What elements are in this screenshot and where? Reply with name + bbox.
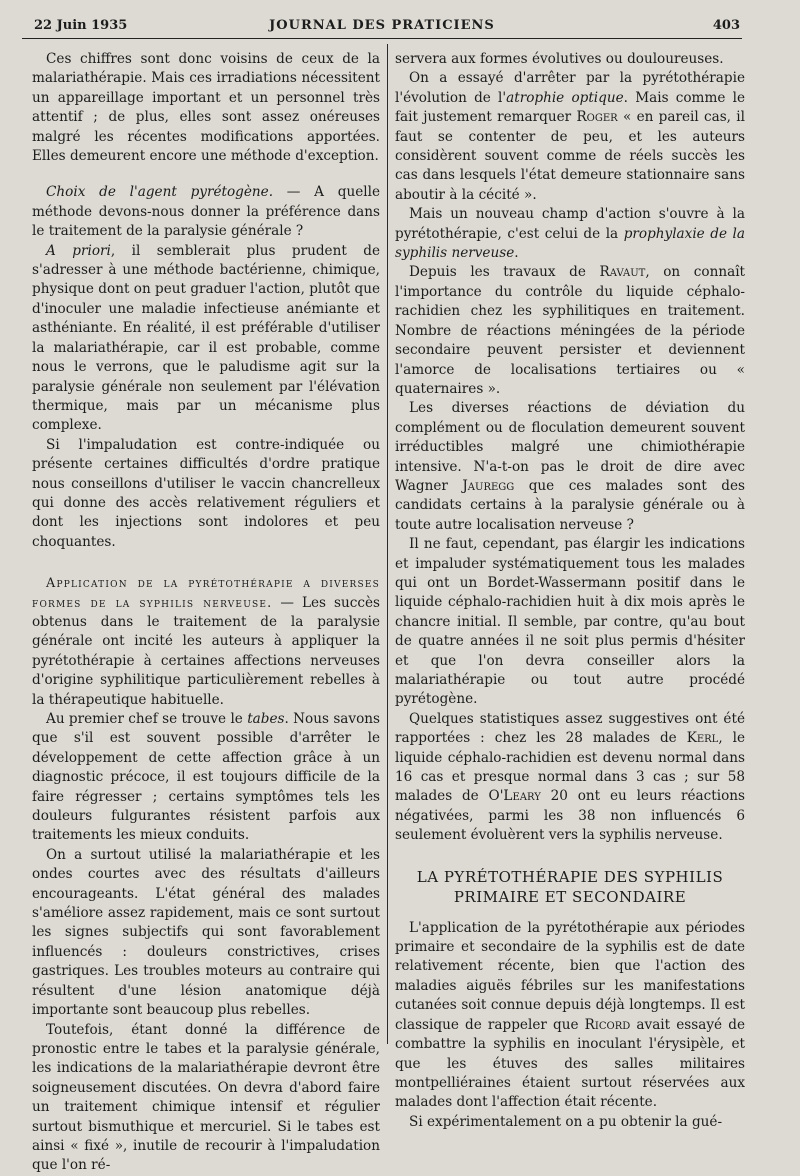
left-column xyxy=(32,50,380,1174)
paragraph: Il ne faut, cependant, pas élargir les indications et impaluder systématiquement tous les malades qui ont un Bordet-Wassermann positif dans le liquide céphalo-rachidien huit à dix mois après le chancre initial. Il semble, par contre, qu'au bout de quatre années il ne soit plus permis d'hésiter et que l'on devra conseiller alors la malariathérapie ou tout autre procédé pyrétogène. xyxy=(395,536,745,708)
paragraph: Mais un nouveau champ d'action s'ouvre à la pyrétothérapie, c'est celui de la prophylaxie de la syphilis nerveuse. xyxy=(395,206,745,262)
paragraph: Ces chiffres sont donc voisins de ceux de la malariathérapie. Mais ces irradiations nécessitent un appareillage important et un personnel très attentif ; de plus, elles sont assez onéreuses malgré les récentes modifications apportées. Elles demeurent encore une méthode d'exception. xyxy=(32,51,380,165)
paragraph-continuation: servera aux formes évolutives ou douloureuses. xyxy=(395,51,724,67)
section-title: Application de la pyrétothérapie a diverses formes de la syphilis nerveuse. xyxy=(32,576,380,611)
paragraph: Quelques statistiques assez suggestives ont été rapportées : chez les 28 malades de Kerl, le liquide céphalo-rachidien est devenu normal dans 16 cas et presque normal dans 3 cas ; sur 58 malades de O'Leary 20 ont eu leurs réactions négativées, parmi les 38 non influencés 6 seulement évoluèrent vers la syphilis nerveuse. xyxy=(395,710,746,844)
header-date: 22 Juin 1935 xyxy=(34,18,128,33)
section-heading: LA PYRÉTOTHÉRAPIE DES SYPHILIS PRIMAIRE ET SECONDAIRE xyxy=(416,867,724,906)
paragraph: Les diverses réactions de déviation du complément ou de floculation demeurent souvent irréductibles malgré une chimiothérapie intensive. N'a-t-on pas le droit de dire avec Wagner Jauregg que ces malades sont des candidats certains à la paralysie générale ou à toute autre localisation nerveuse ? xyxy=(395,400,745,533)
right-column xyxy=(395,50,746,1130)
paragraph: Toutefois, étant donné la différence de pronostic entre le tabes et la paralysie générale, les indications de la malariathérapie devront être soigneusement discutées. On devra d'abord faire un traitement chimique intensif et régulier surtout bismuthique et mercuriel. Si le tabes est ainsi « fixé », inutile de recourir à l'impaludation que l'on ré- xyxy=(32,1021,380,1174)
paragraph-application: Application de la pyrétothérapie a diverses formes de la syphilis nerveuse. — Les succès obtenus dans le traitement de la paralysie générale ont incité les auteurs à appliquer la pyrétothérapie à certaines affections nerveuses d'origine syphilitique particulièrement rebelles à la thérapeutique habituelle. xyxy=(32,576,380,708)
journal-title: JOURNAL DES PRATICIENS xyxy=(269,18,495,33)
paragraph: Depuis les travaux de Ravaut, on connaît l'importance du contrôle du liquide céphalo-rachidien chez les syphilitiques en traitement. Nombre de réactions méningées de la période secondaire peuvent persister et deviennent l'amorce de localisations tertiaires ou « quaternaires ». xyxy=(395,264,745,397)
column-divider xyxy=(387,44,388,1044)
paragraph: On a surtout utilisé la malariathérapie et les ondes courtes avec des résultats d'ailleurs encourageants. L'état général des malades s'améliore assez rapidement, mais ce sont surtout les signes subjectifs qui sont favorablement influencés : douleurs constrictives, crises gastriques. Les troubles moteurs au contraire qui résultent d'une lésion anatomique déjà importante sont beaucoup plus rebelles. xyxy=(32,846,380,1019)
paragraph: A priori, il semblerait plus prudent de s'adresser à une méthode bactérienne, chimique, physique dont on peut graduer l'action, plutôt que d'inoculer une maladie infectieuse anémiante et asthéniante. En réalité, il est préférable d'utiliser la malariathérapie, car il est probable, comme nous le verrons, que le paludisme agit sur la paralysie générale non seulement par l'élévation thermique, mais par un mécanisme plus complexe. xyxy=(32,242,380,434)
paragraph: Au premier chef se trouve le tabes. Nous savons que s'il est souvent possible d'arrêter le développement de cette affection grâce à un diagnostic précoce, il est toujours difficile de la faire régresser ; certains symptômes tels les douleurs fulgurantes résistent parfois aux traitements les mieux conduits. xyxy=(32,711,380,844)
subsection-title: Choix de l'agent pyrétogène. xyxy=(46,184,274,201)
paragraph-agent-choice: Choix de l'agent pyrétogène. — A quelle méthode devons-nous donner la préférence dans le traitement de la paralysie générale ? xyxy=(32,184,380,240)
page-header xyxy=(22,14,742,39)
paragraph: Si expérimentalement on a pu obtenir la gué- xyxy=(409,1113,723,1130)
paragraph: On a essayé d'arrêter par la pyrétothérapie l'évolution de l'atrophie optique. Mais comme le fait justement remarquer Roger « en pareil cas, il faut se contenter de peu, et les auteurs considèrent souvent comme de réels succès les cas dans lesquels l'état demeure stationnaire sans aboutir à la cécité ». xyxy=(395,70,745,203)
paragraph: L'application de la pyrétothérapie aux périodes primaire et secondaire de la syphilis est de date relativement récente, bien que l'action des maladies aiguës fébriles sur les manifestations cutanées soit connue depuis déjà longtemps. Il est classique de rappeler que Ricord avait essayé de combattre la syphilis en inoculant l'érysipèle, et que les étuves des salles militaires montpelliéraines étaient surtout réservées aux malades dont l'affection était récente. xyxy=(395,919,745,1111)
page-number: 403 xyxy=(712,18,740,33)
paragraph: Si l'impaludation est contre-indiquée ou présente certaines difficultés d'ordre pratique nous conseillons d'utiliser le vaccin chancrelleux qui donne des accès relativement réguliers et dont les injections sont indolores et peu choquantes. xyxy=(32,436,380,550)
